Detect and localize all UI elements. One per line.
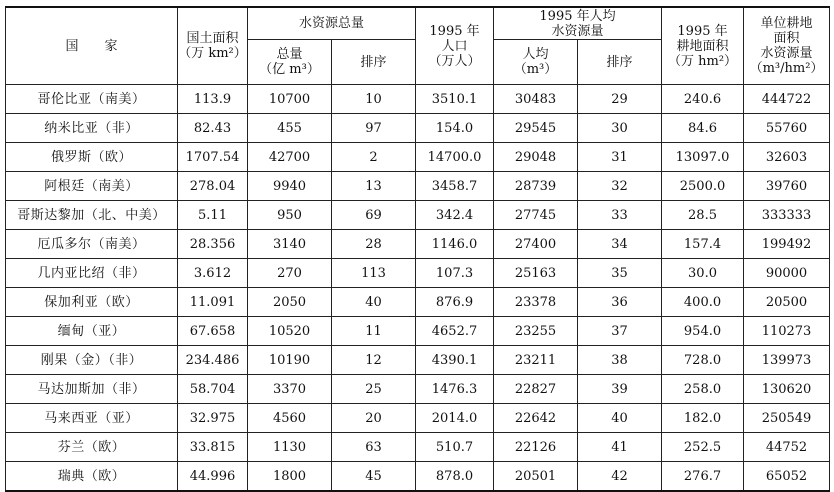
cell-country: 哥斯达黎加（北、中美） xyxy=(6,201,178,230)
cell-population: 1476.3 xyxy=(416,375,494,404)
cell-population: 342.4 xyxy=(416,201,494,230)
header-per-cropland xyxy=(744,7,830,85)
header-water-total-group: 水资源总量 xyxy=(248,7,416,40)
cell-per-cropland: 32603 xyxy=(744,143,830,172)
cell-country: 俄罗斯（欧） xyxy=(6,143,178,172)
cell-population: 510.7 xyxy=(416,433,494,462)
water-resources-table xyxy=(5,6,830,492)
cell-area: 3.612 xyxy=(178,259,248,288)
cell-per-cropland: 55760 xyxy=(744,114,830,143)
cell-area: 33.815 xyxy=(178,433,248,462)
cell-per-capita: 22126 xyxy=(494,433,578,462)
cell-per-capita: 22827 xyxy=(494,375,578,404)
cell-water-total-rank: 45 xyxy=(332,462,416,492)
cell-water-total-rank: 40 xyxy=(332,288,416,317)
cell-country: 保加利亚（欧） xyxy=(6,288,178,317)
cell-per-capita: 22642 xyxy=(494,404,578,433)
cell-area: 234.486 xyxy=(178,346,248,375)
cell-per-capita-rank: 37 xyxy=(578,317,662,346)
cell-area: 28.356 xyxy=(178,230,248,259)
cell-per-cropland: 44752 xyxy=(744,433,830,462)
cell-population: 107.3 xyxy=(416,259,494,288)
cell-cropland: 258.0 xyxy=(662,375,744,404)
header-cropland-line1: 1995 年 xyxy=(677,23,728,39)
table-row xyxy=(6,201,830,230)
cell-per-capita: 27400 xyxy=(494,230,578,259)
cell-cropland: 240.6 xyxy=(662,85,744,114)
cell-water-total-rank: 28 xyxy=(332,230,416,259)
cell-population: 3510.1 xyxy=(416,85,494,114)
header-pc-group-line1: 1995 年人均 xyxy=(539,8,616,24)
cell-water-total: 1130 xyxy=(248,433,332,462)
cell-water-total-rank: 12 xyxy=(332,346,416,375)
cell-per-cropland: 199492 xyxy=(744,230,830,259)
cell-water-total: 4560 xyxy=(248,404,332,433)
cell-per-cropland: 65052 xyxy=(744,462,830,492)
cell-per-capita-rank: 29 xyxy=(578,85,662,114)
cell-cropland: 84.6 xyxy=(662,114,744,143)
table-row xyxy=(6,433,830,462)
cell-per-capita-rank: 33 xyxy=(578,201,662,230)
cell-population: 4652.7 xyxy=(416,317,494,346)
cell-per-capita-rank: 30 xyxy=(578,114,662,143)
cell-per-capita: 23255 xyxy=(494,317,578,346)
cell-per-capita-rank: 36 xyxy=(578,288,662,317)
header-pc-group-line2: 水资源量 xyxy=(551,23,604,39)
cell-area: 5.11 xyxy=(178,201,248,230)
cell-per-capita-rank: 31 xyxy=(578,143,662,172)
cell-per-capita-rank: 40 xyxy=(578,404,662,433)
header-area-line2: （万 km²） xyxy=(178,46,247,61)
cell-country: 缅甸（亚） xyxy=(6,317,178,346)
cell-per-cropland: 139973 xyxy=(744,346,830,375)
cell-area: 11.091 xyxy=(178,288,248,317)
header-per-cropland-line1: 单位耕地 xyxy=(760,16,813,31)
cell-area: 1707.54 xyxy=(178,143,248,172)
table-row xyxy=(6,375,830,404)
table-row xyxy=(6,230,830,259)
header-per-capita-rank: 排序 xyxy=(578,40,662,85)
cell-country: 哥伦比亚（南美） xyxy=(6,85,178,114)
table-row xyxy=(6,172,830,201)
cell-per-capita-rank: 39 xyxy=(578,375,662,404)
cell-water-total: 42700 xyxy=(248,143,332,172)
cell-cropland: 30.0 xyxy=(662,259,744,288)
header-cropland-line3: （万 hm²） xyxy=(667,53,738,69)
cell-per-capita: 29048 xyxy=(494,143,578,172)
cell-country: 厄瓜多尔（南美） xyxy=(6,230,178,259)
header-pop-line3: （万人） xyxy=(428,53,481,69)
table-row xyxy=(6,404,830,433)
cell-water-total-rank: 10 xyxy=(332,85,416,114)
header-water-total-rank: 排序 xyxy=(332,40,416,85)
cell-water-total-rank: 25 xyxy=(332,375,416,404)
cell-per-capita: 23378 xyxy=(494,288,578,317)
cell-per-capita: 28739 xyxy=(494,172,578,201)
cell-country: 瑞典（欧） xyxy=(6,462,178,492)
cell-population: 876.9 xyxy=(416,288,494,317)
table-row xyxy=(6,114,830,143)
cell-water-total: 10520 xyxy=(248,317,332,346)
cell-per-capita-rank: 34 xyxy=(578,230,662,259)
cell-per-capita: 25163 xyxy=(494,259,578,288)
header-water-total-line2: （亿 m³） xyxy=(259,62,320,77)
cell-water-total-rank: 63 xyxy=(332,433,416,462)
header-water-total xyxy=(248,40,332,85)
cell-per-capita: 27745 xyxy=(494,201,578,230)
cell-per-capita-rank: 38 xyxy=(578,346,662,375)
cell-water-total: 3370 xyxy=(248,375,332,404)
cell-water-total-rank: 69 xyxy=(332,201,416,230)
cell-water-total-rank: 97 xyxy=(332,114,416,143)
cell-water-total: 3140 xyxy=(248,230,332,259)
header-cropland-line2: 耕地面积 xyxy=(676,38,729,54)
cell-area: 113.9 xyxy=(178,85,248,114)
cell-per-capita-rank: 42 xyxy=(578,462,662,492)
header-per-cropland-line2: 面积 xyxy=(773,31,800,46)
header-water-total-line1: 总量 xyxy=(276,47,303,62)
header-area-line1: 国土面积 xyxy=(186,31,239,46)
cell-per-capita: 29545 xyxy=(494,114,578,143)
cell-water-total: 1800 xyxy=(248,462,332,492)
header-per-capita-line2: （m³） xyxy=(513,62,558,77)
cell-per-cropland: 110273 xyxy=(744,317,830,346)
cell-water-total: 2050 xyxy=(248,288,332,317)
header-country: 国 家 xyxy=(6,7,178,85)
cell-cropland: 252.5 xyxy=(662,433,744,462)
cell-population: 14700.0 xyxy=(416,143,494,172)
header-per-capita-line1: 人均 xyxy=(522,47,549,62)
cell-water-total-rank: 11 xyxy=(332,317,416,346)
cell-country: 刚果（金）（非） xyxy=(6,346,178,375)
cell-per-capita: 20501 xyxy=(494,462,578,492)
cell-per-capita-rank: 35 xyxy=(578,259,662,288)
cell-area: 44.996 xyxy=(178,462,248,492)
cell-water-total-rank: 13 xyxy=(332,172,416,201)
cell-water-total-rank: 2 xyxy=(332,143,416,172)
cell-area: 32.975 xyxy=(178,404,248,433)
table-row xyxy=(6,462,830,492)
table-row xyxy=(6,143,830,172)
cell-per-cropland: 250549 xyxy=(744,404,830,433)
cell-cropland: 28.5 xyxy=(662,201,744,230)
cell-per-capita-rank: 41 xyxy=(578,433,662,462)
cell-population: 154.0 xyxy=(416,114,494,143)
cell-population: 4390.1 xyxy=(416,346,494,375)
cell-cropland: 954.0 xyxy=(662,317,744,346)
table-row xyxy=(6,288,830,317)
cell-cropland: 182.0 xyxy=(662,404,744,433)
cell-area: 58.704 xyxy=(178,375,248,404)
cell-country: 几内亚比绍（非） xyxy=(6,259,178,288)
cell-population: 1146.0 xyxy=(416,230,494,259)
cell-water-total: 10700 xyxy=(248,85,332,114)
header-population xyxy=(416,7,494,85)
cell-water-total-rank: 20 xyxy=(332,404,416,433)
cell-country: 纳米比亚（非） xyxy=(6,114,178,143)
header-per-capita xyxy=(494,40,578,85)
table-row xyxy=(6,317,830,346)
cell-per-capita: 23211 xyxy=(494,346,578,375)
cell-country: 芬兰（欧） xyxy=(6,433,178,462)
cell-per-cropland: 20500 xyxy=(744,288,830,317)
cell-water-total: 270 xyxy=(248,259,332,288)
cell-water-total: 950 xyxy=(248,201,332,230)
cell-area: 278.04 xyxy=(178,172,248,201)
cell-area: 82.43 xyxy=(178,114,248,143)
cell-cropland: 728.0 xyxy=(662,346,744,375)
cell-per-cropland: 333333 xyxy=(744,201,830,230)
cell-cropland: 157.4 xyxy=(662,230,744,259)
cell-population: 878.0 xyxy=(416,462,494,492)
cell-water-total-rank: 113 xyxy=(332,259,416,288)
cell-country: 马达加斯加（非） xyxy=(6,375,178,404)
header-area xyxy=(178,7,248,85)
cell-per-cropland: 39760 xyxy=(744,172,830,201)
cell-cropland: 276.7 xyxy=(662,462,744,492)
header-per-cropland-line4: （m³/hm²） xyxy=(749,61,824,76)
cell-cropland: 400.0 xyxy=(662,288,744,317)
cell-water-total: 9940 xyxy=(248,172,332,201)
cell-per-capita: 30483 xyxy=(494,85,578,114)
table-row xyxy=(6,346,830,375)
cell-population: 3458.7 xyxy=(416,172,494,201)
header-cropland xyxy=(662,7,744,85)
cell-country: 阿根廷（南美） xyxy=(6,172,178,201)
header-pop-line1: 1995 年 xyxy=(429,23,480,39)
table-row xyxy=(6,85,830,114)
cell-cropland: 2500.0 xyxy=(662,172,744,201)
cell-per-capita-rank: 32 xyxy=(578,172,662,201)
cell-country: 马来西亚（亚） xyxy=(6,404,178,433)
table-row xyxy=(6,259,830,288)
cell-cropland: 13097.0 xyxy=(662,143,744,172)
cell-per-cropland: 130620 xyxy=(744,375,830,404)
cell-area: 67.658 xyxy=(178,317,248,346)
cell-water-total: 10190 xyxy=(248,346,332,375)
cell-per-cropland: 444722 xyxy=(744,85,830,114)
header-per-capita-group xyxy=(494,7,662,40)
header-per-cropland-line3: 水资源量 xyxy=(760,46,813,61)
cell-per-cropland: 90000 xyxy=(744,259,830,288)
cell-population: 2014.0 xyxy=(416,404,494,433)
header-pop-line2: 人口 xyxy=(441,38,468,54)
cell-water-total: 455 xyxy=(248,114,332,143)
